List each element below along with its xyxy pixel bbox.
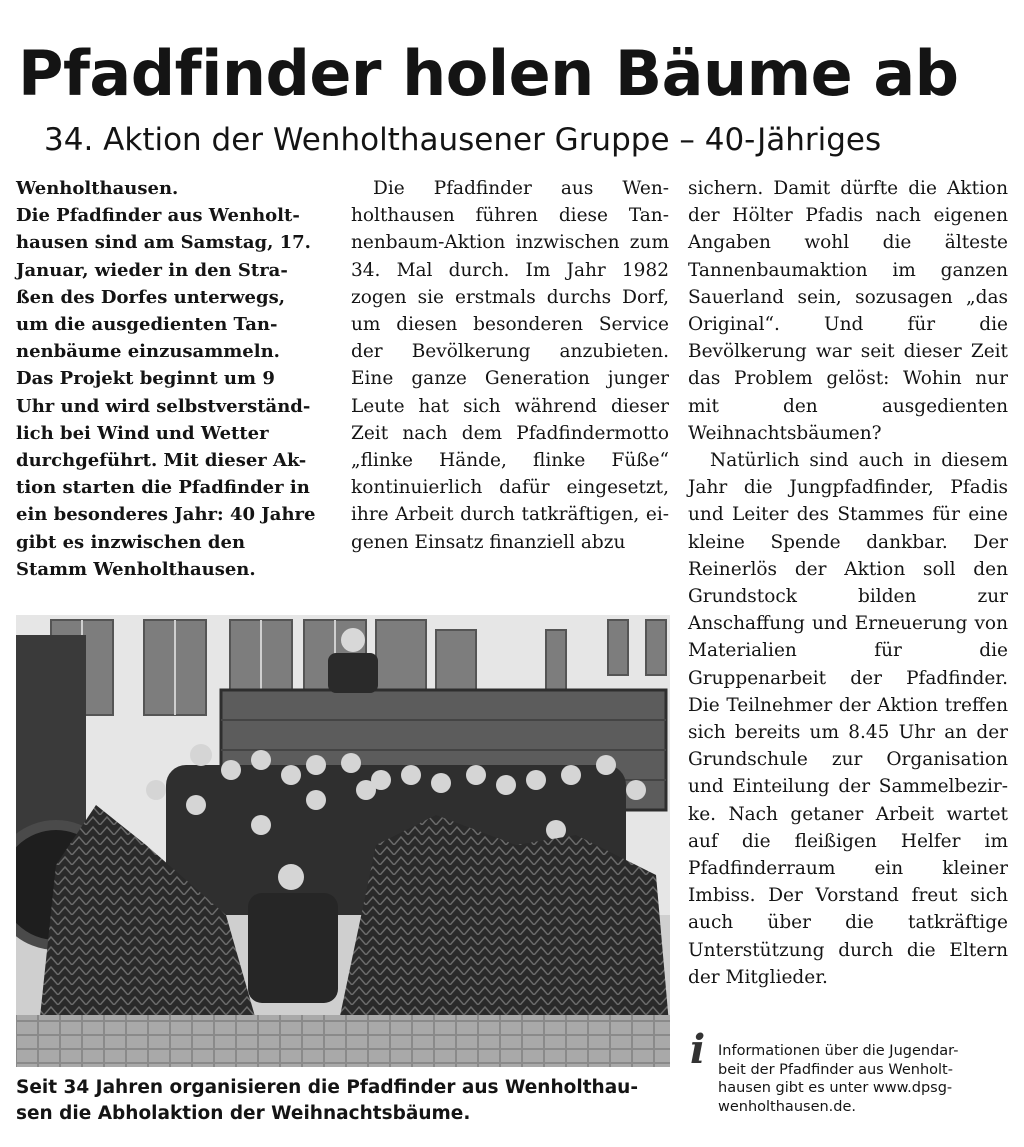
body-paragraph-1-continued: sichern. Damit dürfte die Aktion der Hölter Pfadis nach eigenen Angaben wohl die älteste Tannenbaumaktion im ganzen Sauerland sein, sozusagen „das Original“. Und für die Bevölkerung war seit dieser Zeit das Problem gelöst: Wohin nur mit den ausgedienten Weihnachtsbäumen? <box>688 178 1008 444</box>
lead-paragraph: Wenholthausen. Die Pfadfinder aus Wenholt- hausen sind am Samstag, 17. Januar, wieder in den Stra- ßen des Dorfes unterwegs, um die ausgedienten Tan- nenbäume einzusammeln. Das Projekt beginnt um 9 Uhr und wird selbstverständ- lich bei Wind und Wetter durchgeführt. Mit dieser Ak- tion starten die Pfadfinder in ein besonderes Jahr: 40 Jahre gibt es inzwischen den Stamm Wenholthausen. <box>16 178 316 580</box>
headline: Pfadfinder holen Bäume ab <box>18 37 959 110</box>
photo-caption: Seit 34 Jahren organisieren die Pfadfinder aus Wenholthau- sen die Abholaktion der Weihnachtsbäume. <box>16 1077 639 1124</box>
group-photo-illustration <box>16 615 670 1067</box>
body-column-3 <box>688 175 1008 991</box>
info-icon: i <box>690 1026 706 1073</box>
info-text: Informationen über die Jugendar- beit der Pfadfinder aus Wenholt- hausen gibt es unter www.dpsg- wenholthausen.de. <box>718 1043 959 1115</box>
group-photo <box>16 615 670 1067</box>
lead-column <box>16 175 334 583</box>
body-column-2 <box>351 175 669 556</box>
subheadline: 34. Aktion der Wenholthausener Gruppe – 40-Jähriges <box>44 122 882 158</box>
body-paragraph-1: Die Pfadfinder aus Wenholthausen führen diese Tannenbaum-Aktion inzwischen zum 34. Mal durch. Im Jahr 1982 zogen sie erstmals durchs Dorf, um diesen besonderen Service der Bevölkerung anzubieten. Eine ganze Generation junger Leute hat sich während dieser Zeit nach dem Pfadfindermotto „flinke Hände, flinke Füße“ kontinuierlich dafür eingesetzt, ihre Arbeit durch tatkräftigen, eigenen Einsatz finanziell abzu <box>351 178 669 553</box>
body-paragraph-2: Natürlich sind auch in diesem Jahr die Jungpfadfinder, Pfadis und Leiter des Stammes für eine kleine Spende dankbar. Der Reinerlös der Aktion soll den Grundstock bilden zur Anschaffung und Erneuerung von Materialien für die Gruppenarbeit der Pfadfinder. Die Teilnehmer der Aktion treffen sich bereits um 8.45 Uhr an der Grundschule zur Organisation und Einteilung der Sammelbezirke. Nach getaner Arbeit wartet auf die fleißigen Helfer im Pfadfinderraum ein kleiner Imbiss. Der Vorstand freut sich auch über die tatkräftige Unterstützung durch die Eltern der Mitglieder. <box>688 450 1008 988</box>
